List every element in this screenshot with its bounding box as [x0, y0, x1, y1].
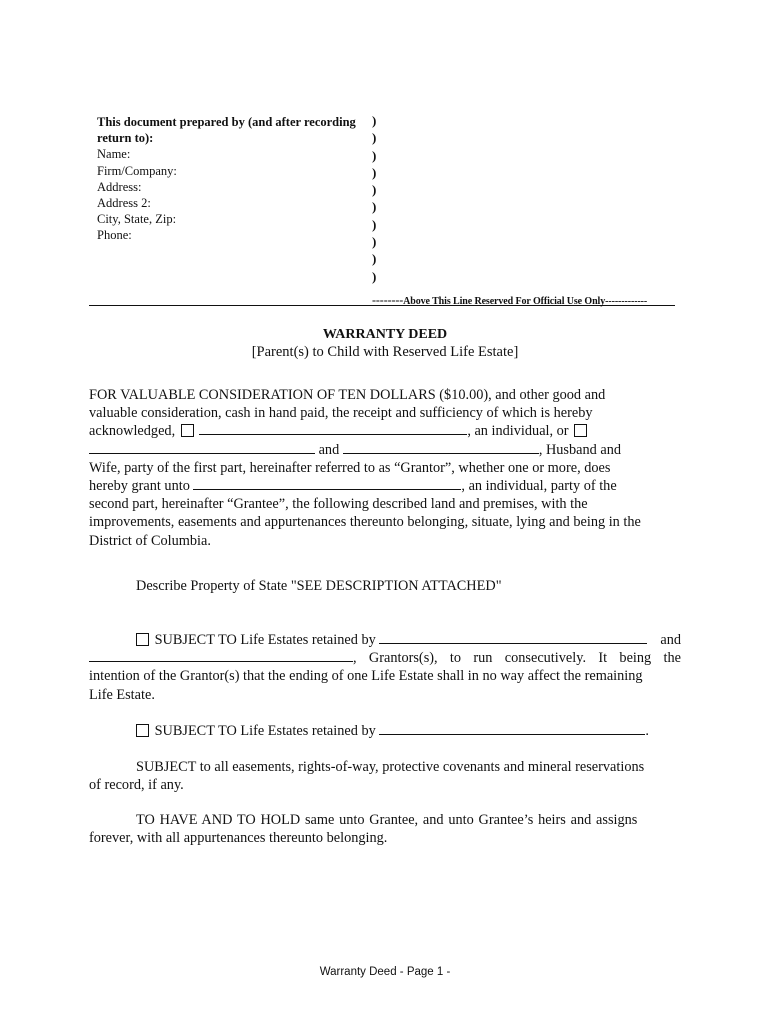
life-estates-both-paragraph — [89, 631, 681, 704]
field-name-label: Name: — [97, 147, 131, 162]
field-address2-label: Address 2: — [97, 196, 151, 211]
paren: ) — [372, 113, 377, 128]
life-estate-single-checkbox[interactable] — [136, 724, 149, 737]
paren-column — [372, 112, 376, 285]
document-title: WARRANTY DEED — [322, 327, 448, 342]
sub2-period: . — [645, 723, 649, 739]
paren: ) — [372, 164, 377, 180]
field-phone-label: Phone: — [97, 228, 132, 243]
paren: ) — [372, 234, 377, 250]
preparer-block — [97, 114, 367, 244]
para1-line7: second part, hereinafter “Grantee”, the following described land and premises, with the — [89, 496, 588, 513]
husband-and-text: , Husband and — [538, 441, 622, 458]
sub1-word: to — [449, 650, 462, 667]
grantor-couple-checkbox[interactable] — [574, 424, 587, 437]
party-of-text: , an individual, party of the — [461, 478, 617, 495]
sub1-word: the — [663, 650, 681, 667]
acknowledged-text: acknowledged, — [89, 423, 176, 440]
sub1-line2-start — [89, 649, 357, 667]
sub1-word: run — [473, 650, 493, 667]
and-text: and — [318, 441, 340, 458]
paren: ) — [372, 268, 377, 284]
preparer-heading-line2: return to): — [97, 131, 154, 146]
life-estate-holder-blank[interactable] — [379, 631, 647, 644]
grantor-name-blank[interactable] — [199, 422, 467, 435]
para1-line1: FOR VALUABLE CONSIDERATION OF TEN DOLLARS ($10.00), and other good and — [89, 387, 606, 403]
life-estates-both-checkbox[interactable] — [136, 633, 149, 646]
consideration-paragraph — [89, 386, 689, 550]
paren: ) — [372, 147, 377, 163]
property-description-line: Describe Property of State "SEE DESCRIPTION ATTACHED" — [136, 578, 502, 594]
official-use-dashes: -------- — [372, 293, 404, 307]
page-footer: Warranty Deed - Page 1 - — [319, 966, 451, 978]
single-life-estate-holder-blank[interactable] — [379, 722, 645, 735]
sub1-line1 — [89, 631, 681, 649]
para1-line4 — [89, 441, 689, 459]
sub1-and-text: and — [660, 632, 681, 648]
sub1-word: Grantors(s), — [368, 650, 438, 667]
document-subtitle: [Parent(s) to Child with Reserved Life Estate] — [251, 344, 519, 360]
field-city-state-zip-label: City, State, Zip: — [97, 212, 177, 227]
husband-name-blank[interactable] — [89, 441, 315, 454]
paren: ) — [372, 251, 377, 267]
sub1-line1-left — [136, 631, 647, 649]
sub1-word: It — [598, 650, 608, 667]
sub1-subject-text: SUBJECT TO Life Estates retained by — [154, 632, 376, 648]
para1-line2: valuable consideration, cash in hand paid, the receipt and sufficiency of which is hereby — [89, 405, 593, 422]
recording-divider — [89, 305, 675, 306]
habendum-line2: forever, with all appurtenances thereunto belonging. — [89, 830, 388, 847]
habendum-paragraph — [89, 811, 681, 847]
grant-unto-text: hereby grant unto — [89, 478, 190, 495]
individual-or-text: , an individual, or — [467, 423, 569, 440]
sub2-subject-text: SUBJECT TO Life Estates retained by — [154, 723, 376, 739]
sub1-line2 — [89, 649, 681, 667]
field-firm-label: Firm/Company: — [97, 163, 177, 178]
para1-line9: District of Columbia. — [89, 532, 211, 549]
paren: ) — [372, 216, 377, 232]
grantee-name-blank[interactable] — [193, 477, 461, 490]
preparer-heading-line1: This document prepared by (and after recording — [97, 115, 356, 129]
wife-name-blank[interactable] — [343, 441, 539, 454]
grantor-individual-checkbox[interactable] — [181, 424, 194, 437]
sub2-line — [136, 722, 649, 740]
easements-paragraph — [89, 758, 689, 794]
habendum-line1: TO HAVE AND TO HOLD same unto Grantee, and unto Grantee’s heirs and assigns — [136, 812, 638, 828]
life-estate-single-paragraph — [136, 722, 649, 740]
sub3-line2: of record, if any. — [89, 777, 184, 794]
paren: ) — [372, 182, 377, 198]
para1-line6 — [89, 477, 689, 495]
para1-line5: Wife, party of the first part, hereinafter referred to as “Grantor”, whether one or more, does — [89, 459, 611, 476]
para1-line3 — [89, 422, 689, 440]
sub1-comma: , — [353, 650, 357, 667]
para1-line8: improvements, easements and appurtenances thereunto belonging, situate, lying and being in the — [89, 514, 641, 531]
sub3-line1: SUBJECT to all easements, rights-of-way, protective covenants and mineral reservations — [136, 759, 645, 775]
paren: ) — [372, 199, 377, 215]
sub1-word: consecutively. — [504, 650, 587, 667]
sub1-word: being — [619, 650, 652, 667]
official-use-text: Above This Line Reserved For Official Use Only------------- — [403, 296, 648, 307]
field-address-label: Address: — [97, 179, 142, 194]
second-life-estate-holder-blank[interactable] — [89, 649, 353, 662]
sub1-line4: Life Estate. — [89, 686, 155, 703]
sub1-line3: intention of the Grantor(s) that the ending of one Life Estate shall in no way affect the remaining — [89, 668, 643, 685]
paren: ) — [372, 130, 377, 146]
